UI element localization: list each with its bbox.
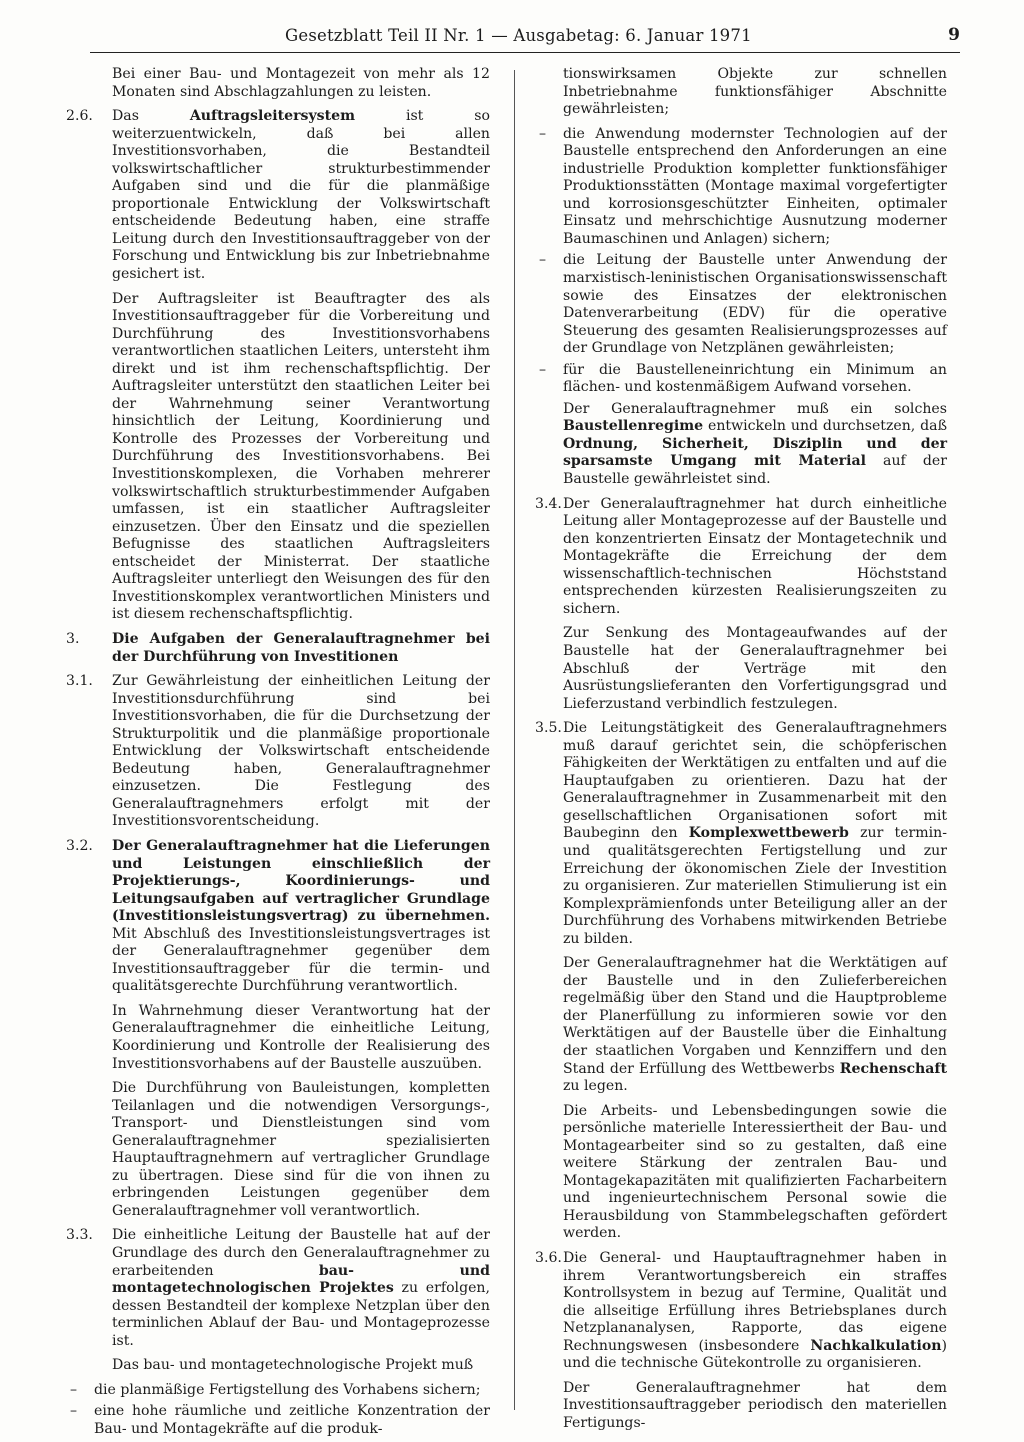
column-divider bbox=[514, 70, 515, 1410]
section-3-5 bbox=[535, 720, 947, 1243]
intro-paragraph bbox=[66, 66, 490, 101]
paragraph: In Wahrnehmung dieser Verantwortung hat der Generalauftragnehmer die einheitliche Leitung, Koordinierung und Kontrolle der Realisierung des Investitionsvorhabens auf der Baustelle auszuüben. bbox=[112, 1002, 490, 1072]
section-3-1 bbox=[66, 673, 490, 831]
section-number: 3.5. bbox=[535, 720, 562, 737]
dash-list-item: – die planmäßige Fertigstellung des Vorhabens sichern; bbox=[66, 1382, 490, 1400]
page-number: 9 bbox=[948, 25, 960, 45]
section-heading: Die Aufgaben der Generalauftragnehmer bei der Durchführung von Investitionen bbox=[112, 630, 490, 665]
section-3-4 bbox=[535, 496, 947, 714]
left-column bbox=[66, 66, 490, 1442]
paragraph: Der Generalauftragnehmer muß ein solches Baustellenregime entwickeln und durchsetzen, daß Ordnung, Sicherheit, Disziplin und der sparsamste Umgang mit Material auf der Baustelle gewährleistet sind. bbox=[563, 400, 947, 488]
intro-text: Bei einer Bau- und Montagezeit von mehr als 12 Monaten sind Abschlagzahlungen zu leisten. bbox=[112, 66, 490, 100]
section-number: 3. bbox=[66, 630, 80, 647]
section-number: 3.4. bbox=[535, 495, 562, 512]
dash-list-item: – eine hohe räumliche und zeitliche Konzentration der Bau- und Montagekräfte auf die produk- bbox=[66, 1403, 490, 1438]
paragraph: Die Durchführung von Bauleistungen, kompletten Teilanlagen und die notwendigen Versorgungs-, Transport- und Dienstleistungen sind vom Generalauftragnehmer spezialisierten Hauptauftragnehmern auf vertraglicher Grundlage zu übertragen. Diese sind für die von ihnen zu erbringenden Leistungen gegenüber dem Generalauftragnehmer voll verantwortlich. bbox=[112, 1080, 490, 1219]
section-3-3 bbox=[66, 1227, 490, 1374]
paragraph: Zur Senkung des Montageaufwandes auf der Baustelle hat der Generalauftragnehmer bei Abschluß der Verträge mit den Ausrüstungslieferanten den Vorfertigungsgrad und Lieferzustand verbindlich festzulegen. bbox=[563, 625, 947, 712]
section-2-6 bbox=[66, 108, 490, 624]
paragraph: Das bau- und montagetechnologische Projekt muß bbox=[112, 1357, 474, 1374]
section-3-6 bbox=[535, 1250, 947, 1432]
paragraph: Der Generalauftragnehmer hat durch einheitliche Leitung aller Montageprozesse auf der Baustelle und den konzentrierten Einsatz der Montagetechnik und Montagekräfte die Erreichung der dem wissenschaftlich-technischen Höchststand entsprechenden kürzesten Realisierungszeiten zu sichern. bbox=[563, 495, 947, 617]
page-header bbox=[90, 22, 960, 53]
paragraph: Die Arbeits- und Lebensbedingungen sowie die persönliche materielle Interessiertheit der Bau- und Montagearbeiter sind so zu gestalten, daß eine weitere Stärkung der zentralen Bau- und Montagekapazitäten mit qualifizierten Facharbeitern und ingenieurtechnischem Personal sowie die Herausbildung von Stammbelegschaften gefördert werden. bbox=[563, 1102, 947, 1242]
paragraph: Die einheitliche Leitung der Baustelle hat auf der Grundlage des durch den Generalauftragnehmer zu erarbeitenden bau- und montagetechnologischen Projektes zu erfolgen, dessen Bestandteil der komplexe Netzplan über den terminlichen Ablauf der Bau- und Montageprozesse ist. bbox=[112, 1227, 490, 1349]
section-3-heading bbox=[66, 631, 490, 666]
dash-list-item: – die Anwendung modernster Technologien auf der Baustelle entsprechend den Anforderungen an eine industrielle Produktion kompletter funktionsfähiger Produktionsstätten (Montage maximal vorgefertigter und korrosionsgeschützter Einheiten, optimaler Einsatz und mehrschichtige Ausnutzung moderner Baumaschinen und Anlagen) sichern; bbox=[535, 126, 947, 249]
section-number: 3.6. bbox=[535, 1250, 562, 1266]
paragraph: Der Generalauftragnehmer hat die Werktätigen auf der Baustelle und in den Zulieferbereichen regelmäßig über den Stand und die Hauptprobleme der Planerfüllung zu informieren sowie vor den Werktätigen auf der Baustelle über die Einhaltung der staatlichen Vorgaben und Kennziffern und den Stand der Erfüllung des Wettbewerbs Rechenschaft zu legen. bbox=[563, 955, 947, 1095]
paragraph: Das Auftragsleitersystem ist so weiterzuentwickeln, daß bei allen Investitionsvorhaben, die Bestandteil volkswirtschaftlicher strukturbestimmender Aufgaben sind und die für die planmäßige proportionale Entwicklung der Volkswirtschaft entscheidende Bedeutung haben, eine straffe Leitung durch den Investitionsauftraggeber von der Forschung und Entwicklung bis zur Inbetriebnahme gesichert ist. bbox=[112, 108, 490, 283]
paragraph: Der Auftragsleiter ist Beauftragter des als Investitionsauftraggeber für die Vorbereitung und Durchführung des Investitionsvorhabens verantwortlichen staatlichen Leiters, untersteht ihm direkt und ist ihm rechenschaftspflichtig. Der Auftragsleiter unterstützt den staatlichen Leiter bei der Wahrnehmung seiner Verantwortung hinsichtlich der Leitung, Koordinierung und Kontrolle des Prozesses der Vorbereitung und Durchführung des Investitionsvorhabens. Bei Investitionskomplexen, die Vorhaben mehrerer volkswirtschaftlich strukturbestimmender Aufgaben umfassen, ist ein staatlicher Auftragsleiter einzusetzen. Über den Einsatz und die speziellen Befugnisse des staatlichen Auftragsleiters entscheidet der Ministerrat. Der staatliche Auftragsleiter unterliegt den Weisungen des für den Investitionskomplex verantwortlichen Ministers und ist diesem rechenschaftspflichtig. bbox=[112, 290, 490, 623]
section-number: 3.1. bbox=[66, 673, 93, 690]
paragraph: Zur Gewährleistung der einheitlichen Leitung der Investitionsdurchführung sind bei Investitionsvorhaben, die für die Durchsetzung der Strukturpolitik und die planmäßige proportionale Entwicklung der Volkswirtschaft entscheidende Bedeutung haben, Generalauftragnehmer einzusetzen. Die Festlegung des Generalauftragnehmers erfolgt mit der Investitionsvorentscheidung. bbox=[112, 673, 490, 830]
paragraph: Der Generalauftragnehmer hat dem Investitionsauftraggeber periodisch den materiellen Fertigungs- bbox=[563, 1379, 947, 1431]
paragraph: Die Leitungstätigkeit des Generalauftragnehmers muß darauf gerichtet sein, die schöpferischen Fähigkeiten der Werktätigen zu entfalten und auf die Hauptaufgaben zu orientieren. Dazu hat der Generalauftragnehmer in Zusammenarbeit mit den gesellschaftlichen Organisationen sofort mit Baubeginn den Komplexwettbewerb zur termin- und qualitätsgerechten Fertigstellung und zur Erreichung der ökonomischen Ziele der Investition zu organisieren. Zur materiellen Stimulierung ist ein Komplexprämienfonds unter Beteiligung aller an der Durchführung des Vorhabens mitwirkenden Betriebe zu bilden. bbox=[563, 720, 947, 947]
continued-dash-text: tionswirksamen Objekte zur schnellen Inbetriebnahme funktionsfähiger Abschnitte gewährleisten; bbox=[563, 66, 947, 118]
section-number: 3.2. bbox=[66, 837, 93, 854]
section-number: 2.6. bbox=[66, 108, 93, 125]
paragraph: Die General- und Hauptauftragnehmer haben in ihrem Verantwortungsbereich ein straffes Kontrollsystem in bezug auf Termine, Qualität und die allseitige Erfüllung ihres Betriebsplanes durch Netzplananalysen, Rapporte, das eigene Rechnungswesen (insbesondere Nachkalkulation) und die technische Gütekontrolle zu organisieren. bbox=[563, 1250, 947, 1372]
section-number: 3.3. bbox=[66, 1227, 93, 1244]
paragraph: Der Generalauftragnehmer hat die Lieferungen und Leistungen einschließlich der Projektierungs-, Koordinierungs- und Leitungsaufgaben auf vertraglicher Grundlage (Investitionsleistungsvertrag) zu übernehmen. Mit Abschluß des Investitionsleistungsvertrages ist der Generalauftragnehmer gegenüber dem Investitionsauftraggeber für die termin- und qualitätsgerechte Durchführung verantwortlich. bbox=[112, 837, 490, 995]
section-3-2 bbox=[66, 838, 490, 1220]
header-title: Gesetzblatt Teil II Nr. 1 — Ausgabetag: 6. Januar 1971 bbox=[285, 26, 752, 45]
dash-list-item: – die Leitung der Baustelle unter Anwendung der marxistisch-leninistischen Organisationswissenschaft sowie des Einsatzes der elektronischen Datenverarbeitung (EDV) für die operative Steuerung des gesamten Realisierungsprozesses auf der Grundlage von Netzplänen gewährleisten; bbox=[535, 252, 947, 357]
right-column bbox=[535, 66, 947, 1439]
dash-list-item: – für die Baustelleneinrichtung ein Minimum an flächen- und kostenmäßigem Aufwand vorsehen. bbox=[535, 362, 947, 397]
